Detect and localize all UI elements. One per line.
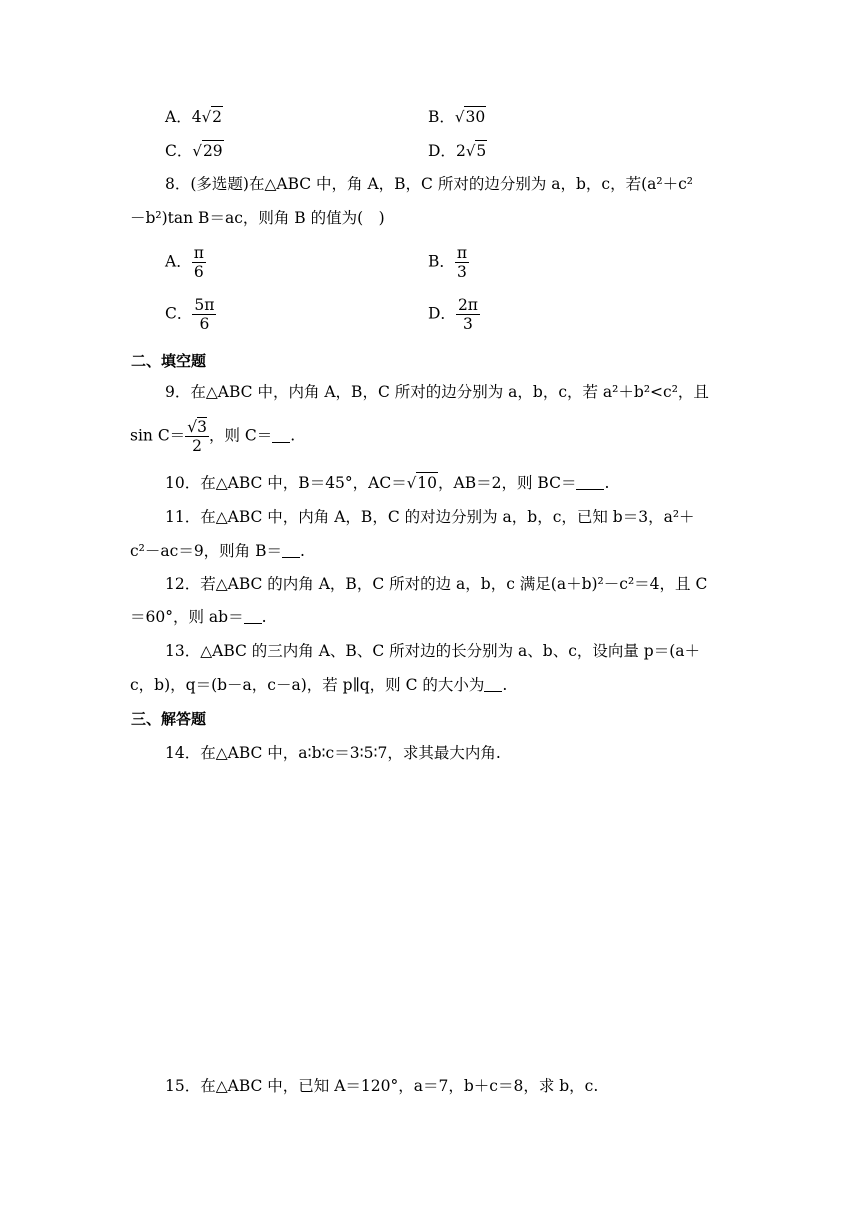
option-coefficient: 2	[455, 142, 466, 160]
q11-line-2	[130, 541, 305, 561]
numerator	[185, 418, 209, 437]
q8-line-1	[165, 174, 693, 194]
radicand: 2	[212, 108, 223, 126]
q8-option-b	[428, 244, 469, 281]
q7-option-c	[165, 140, 224, 161]
denominator: 3	[457, 263, 467, 281]
q13-line-2	[130, 675, 507, 695]
option-label: D．	[428, 142, 456, 160]
radical-sign: √	[201, 108, 212, 126]
radical-sign: √	[187, 418, 198, 436]
question-text: c，b)，q＝(b－a，c－a)，若 p∥q，则 C 的大小为	[130, 676, 485, 694]
radical-sign: √	[454, 108, 465, 126]
q11-line-1: 11．在△ABC 中，内角 A，B，C 的对边分别为 a，b，c，已知 b＝3，a²＋	[165, 508, 695, 526]
question-text: ，AB＝2，则 BC＝	[438, 474, 577, 492]
sqrt-expression	[202, 106, 223, 127]
q9-line-1: 9．在△ABC 中，内角 A，B，C 所对的边分别为 a，b，c，若 a²＋b²<c²，且	[165, 383, 709, 401]
q7-option-d	[428, 140, 487, 161]
question-text: .	[604, 474, 610, 492]
question-text: sin C＝	[130, 426, 186, 445]
numerator: 5π	[194, 296, 215, 314]
sqrt-expression	[192, 140, 223, 161]
question-text: 10．在△ABC 中，B＝45°，AC＝	[165, 474, 407, 492]
option-coefficient: 4	[191, 108, 202, 126]
radical-sign: √	[192, 142, 202, 160]
option-label: C．	[165, 142, 193, 160]
option-label: B．	[428, 252, 455, 271]
option-label: C．	[165, 304, 193, 323]
numerator: π	[456, 244, 468, 262]
question-text: ＝60°，则 ab＝	[130, 608, 244, 626]
question-text: c²－ac＝9，则角 B＝	[130, 542, 282, 560]
answer-blank[interactable]	[282, 543, 300, 558]
question-text: .	[261, 608, 267, 626]
numerator: π	[193, 244, 204, 262]
q9-line-2	[130, 418, 295, 455]
radicand: 10	[417, 474, 438, 492]
q7-option-b	[428, 106, 486, 127]
denominator: 3	[463, 315, 473, 333]
section-heading-solutions: 三、解答题	[131, 710, 207, 728]
option-label: B．	[428, 108, 455, 126]
question-number: 8．	[165, 175, 191, 193]
fraction	[185, 418, 209, 455]
sqrt-expression	[407, 472, 438, 493]
denominator: 2	[192, 437, 202, 455]
q15-line: 15．在△ABC 中，已知 A＝120°，a＝7，b＋c＝8，求 b，c.	[165, 1077, 599, 1095]
radicand: 29	[202, 142, 223, 160]
question-text: .	[300, 542, 305, 560]
radicand: 5	[476, 142, 487, 160]
sqrt-expression	[455, 106, 486, 127]
answer-blank[interactable]	[576, 475, 604, 490]
option-label: A．	[165, 252, 192, 271]
q14-line: 14．在△ABC 中，a∶b∶c＝3∶5∶7，求其最大内角.	[165, 744, 501, 762]
question-text: (多选题)在△ABC 中，角 A，B，C 所对的边分别为 a，b，c，若(a²＋c²	[190, 175, 694, 193]
question-text: .	[290, 426, 296, 445]
denominator: 6	[193, 263, 204, 281]
radical-sign: √	[406, 474, 417, 492]
fraction	[456, 296, 480, 333]
radicand: 3	[197, 418, 207, 436]
fraction	[192, 244, 206, 281]
answer-blank[interactable]	[272, 428, 290, 443]
option-label: A．	[165, 108, 192, 126]
numerator: 2π	[457, 296, 478, 314]
section-heading-fill-in: 二、填空题	[131, 352, 207, 370]
q10-line	[165, 472, 609, 493]
sqrt-expression	[466, 140, 487, 161]
answer-blank[interactable]	[484, 677, 502, 692]
question-text: .	[502, 676, 508, 694]
q13-line-1: 13．△ABC 的三内角 A、B、C 所对边的长分别为 a、b、c，设向量 p＝(a＋	[165, 642, 701, 660]
q8-option-a	[165, 244, 206, 281]
radical-sign: √	[465, 142, 476, 160]
answer-blank[interactable]	[244, 609, 262, 624]
q8-option-d	[428, 296, 480, 333]
q7-option-a	[165, 106, 223, 127]
q8-line-2: －b²)tan B＝ac，则角 B 的值为( )	[130, 209, 385, 227]
fraction	[192, 296, 216, 333]
option-label: D．	[428, 304, 456, 323]
fraction	[455, 244, 469, 281]
radicand: 30	[465, 108, 486, 126]
question-text: ，则 C＝	[208, 426, 273, 445]
q8-option-c	[165, 296, 216, 333]
q12-line-2	[130, 607, 267, 627]
q12-line-1: 12．若△ABC 的内角 A，B，C 所对的边 a，b，c 满足(a＋b)²－c²＝4，且 C	[165, 575, 708, 593]
denominator: 6	[199, 315, 210, 333]
